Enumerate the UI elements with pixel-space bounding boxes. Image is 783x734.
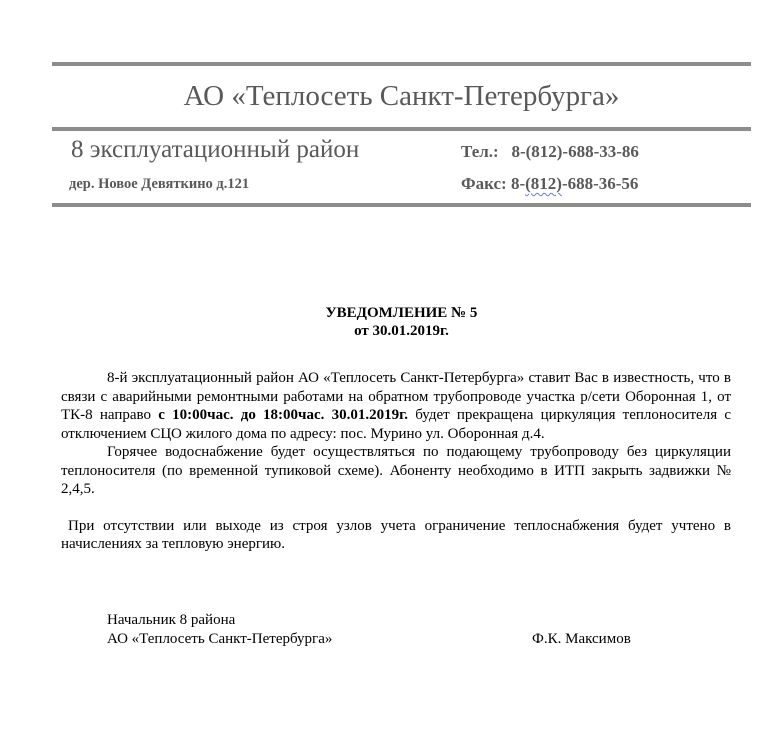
notice-date: от 30.01.2019г. bbox=[354, 323, 449, 339]
signature-name: Ф.К. Максимов bbox=[532, 631, 631, 647]
body-paragraph-1-text-a: 8-й эксплуатационный район АО «Теплосеть Санкт-Петербурга» ставит Вас в известность, что в связи с аварийными ремонтными работами на обратном трубопроводе участка р/сети Оборонная 1, от ТК-8 направо bbox=[61, 370, 731, 423]
phone-line bbox=[461, 142, 639, 162]
signature-role bbox=[107, 611, 332, 649]
fax-label: Факс: bbox=[461, 174, 507, 193]
body-paragraph-2: Горячее водоснабжение будет осуществляться по подающему трубопроводу без циркуляции теплоносителя (по временной тупиковой схеме). Абоненту необходимо в ИТП закрыть задвижки № 2,4,5. bbox=[61, 444, 731, 497]
body-paragraph-1-period: с 10:00час. до 18:00час. 30.01.2019г. bbox=[158, 407, 408, 423]
phone-label: Тел.: bbox=[461, 142, 499, 161]
body-paragraph-1-text-b: будет прекращена циркуляция теплоносителя с отключением СЦО жилого дома по адресу: пос. Мурино ул. Оборонная д.4. bbox=[61, 407, 731, 442]
fax-prefix: 8- bbox=[510, 174, 526, 193]
header-bottom-rule bbox=[52, 203, 751, 207]
org-title: АО «Теплосеть Санкт-Петербурга» bbox=[183, 80, 620, 112]
signature-role-line-2: АО «Теплосеть Санкт-Петербурга» bbox=[107, 631, 333, 647]
district-name: 8 эксплуатационный район bbox=[71, 136, 360, 163]
body-paragraph-3: При отсутствии или выходе из строя узлов учета ограничение теплоснабжения будет учтено в начислениях за тепловую энергию. bbox=[61, 517, 731, 552]
signature-role-line-1: Начальник 8 района bbox=[107, 612, 236, 628]
body-paragraph-1 bbox=[61, 369, 731, 443]
phone-value: 8-(812)-688-33-86 bbox=[511, 142, 639, 161]
fax-code: (812) bbox=[525, 174, 562, 193]
notice-heading bbox=[52, 304, 751, 340]
district-address: дер. Новое Девяткино д.121 bbox=[69, 176, 250, 192]
notice-title: УВЕДОМЛЕНИЕ № 5 bbox=[325, 305, 478, 321]
header-middle-rule bbox=[52, 127, 751, 131]
fax-line bbox=[461, 174, 638, 194]
fax-suffix: -688-36-56 bbox=[561, 174, 639, 193]
header-top-rule bbox=[52, 62, 751, 66]
notice-body bbox=[61, 369, 731, 554]
